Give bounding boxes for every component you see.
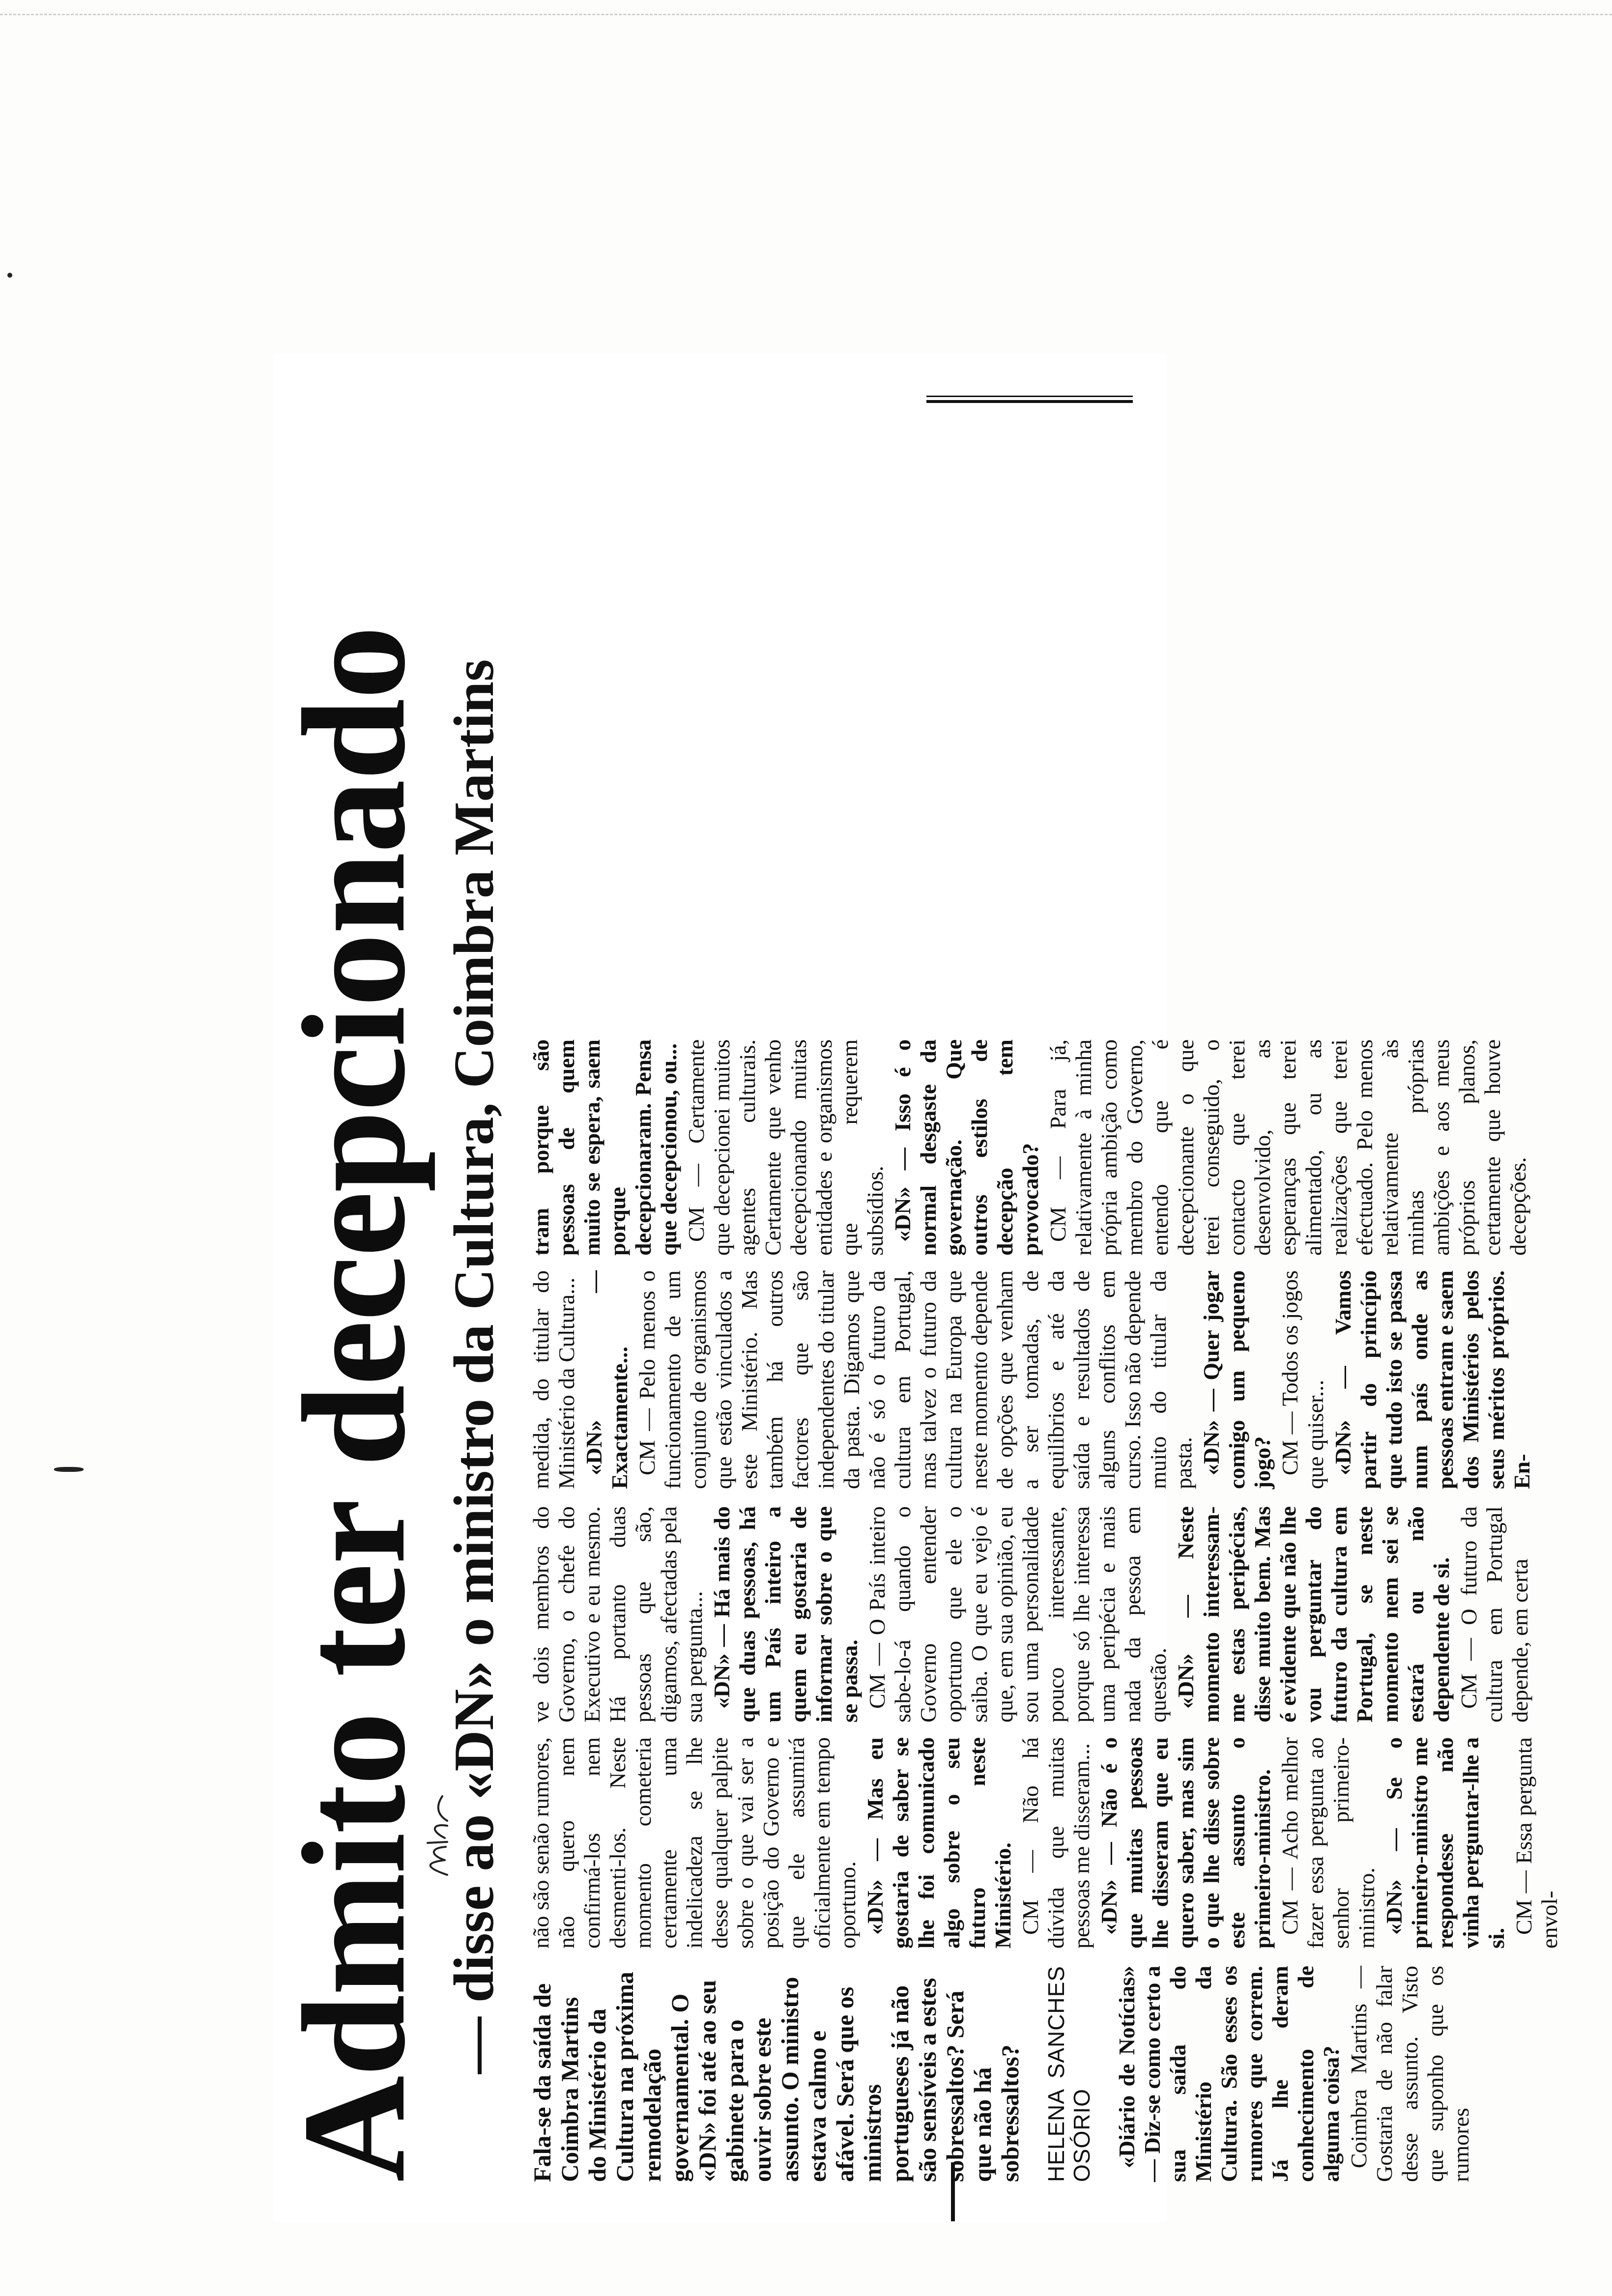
question-paragraph: «DN» — Vamos partir do princípio que tudo isto se passa num país onde as pessoas entram e saem dos Ministérios pelos seus méritos próprios. En- (1330, 1270, 1534, 1489)
article-column-2 (528, 1737, 1562, 1949)
article-lead: Fala-se da saída de Coimbra Martins do Ministério da Cultura na próxima remodelação governamental. O «DN» foi até ao seu gabinete para o ouvir sobre este assunto. O ministro estava calmo e afável. Será que os ministros portugueses já não são sensíveis a estes sobressaltos? Será que não há sobressaltos? (528, 1972, 1024, 2182)
question-paragraph: «DN» — Não é o que muitas pessoas lhe disseram que eu quero saber, mas sim o que lhe disse sobre este assunto o primeiro-ministro. (1096, 1737, 1275, 1949)
divider-rule (926, 396, 1133, 397)
article-column-3 (528, 1506, 1532, 1722)
article-column-1 (528, 1966, 1473, 2182)
divider-rule (926, 400, 1133, 403)
article-column-5 (528, 1039, 1530, 1256)
byline: HELENA SANCHES OSÓRIO (1043, 1966, 1094, 2182)
subtitle: — disse ao «DN» o ministro da Cultura, Coimbra Martins (443, 659, 506, 2074)
answer-paragraph: não são senão rumores, não quero nem confirmá-los nem desmenti-los. Neste momento cometeria certamente uma indelicadeza se lhe desse qualquer palpite sobre o que vai ser a posição do Governo e que ele assumirá oficialmente em tempo oportuno. (528, 1737, 860, 1949)
question-paragraph: «DN» — Exactamente... (581, 1270, 632, 1489)
question-paragraph: «DN» — Se o primeiro-ministro me respondesse não vinha perguntar-lhe a si. (1382, 1737, 1509, 1949)
answer-paragraph: CM — Para já, relativamente à minha própria ambição como membro do Governo, entendo que é decepcionante o que terei conseguido, o contacto que terei desenvolvido, as esperanças que terei alimentado, ou as realizações que terei efectuado. Pelo menos relativamente às minhas próprias ambições e aos meus próprios planos, certamente que houve decepções. (1045, 1039, 1530, 1256)
answer-paragraph: ve dois membros do Governo, o chefe do Executivo e eu mesmo. Há portanto duas pessoas que são, digamos, afectadas pela sua pergunta... (528, 1506, 707, 1722)
question-paragraph: «DN» — Neste momento interessam-me estas peripécias, disse muito bem. Mas é evidente que não lhe vou perguntar do futuro da cultura em Portugal, se neste momento nem sei se estará ou não dependente de si. (1173, 1506, 1454, 1722)
answer-paragraph: CM — Acho melhor fazer essa pergunta ao senhor primeiro-ministro. (1277, 1737, 1379, 1949)
answer-paragraph: medida, do titular do Ministério da Cultura... (528, 1270, 579, 1489)
scanner-edge-line (0, 14, 1612, 15)
question-paragraph: «DN» — Isso é o normal desgaste da governação. Que outros estilos de decepção tem provocado? (890, 1039, 1043, 1256)
scan-speck (7, 273, 12, 278)
question-paragraph: «Diário de Notícias» — Diz-se como certo a sua saída do Ministério da Cultura. São esses os rumores que correm. Já lhe deram conhecimento de alguma coisa? (1114, 1966, 1344, 2182)
question-paragraph: «DN» — Mas eu gostaria de saber se lhe foi comunicado algo sobre o seu futuro neste Ministério. (863, 1737, 1015, 1949)
answer-paragraph: CM — O futuro da cultura em Portugal depende, em certa (1456, 1506, 1532, 1722)
answer-paragraph: CM — Todos os jogos que quiser... (1277, 1270, 1328, 1489)
question-paragraph: tram porque são pessoas de quem muito se espera, saem porque decepcionaram. Pensa que decepcionou, ou... (528, 1039, 681, 1256)
article-column-4 (528, 1270, 1534, 1489)
answer-paragraph: CM — Essa pergunta envol- (1511, 1737, 1562, 1949)
answer-paragraph: Coimbra Martins — Gostaria de não falar desse assunto. Visto que suponho que os rumores (1346, 1966, 1473, 2182)
headline: Admito ter decepcionado (272, 627, 435, 2182)
question-paragraph: «DN» — Quer jogar comigo um pequeno jogo? (1199, 1270, 1275, 1489)
answer-paragraph: CM — Pelo menos o funcionamento de um conjunto de organismos que estão vinculados a este Ministério. Mas também há outros factores que são independentes do titular da pasta. Digamos que não é só o futuro da cultura em Portugal, mas talvez o futuro da cultura na Europa que neste momento depende de opções que venham a ser tomadas, de equilíbrios e até da saída e resultados de alguns conflitos em curso. Isso não depende muito do titular da pasta. (634, 1270, 1196, 1489)
scan-speck (54, 1467, 84, 1472)
newspaper-clipping (272, 354, 1562, 2221)
question-paragraph: «DN» — Há mais do que duas pessoas, há um País inteiro a quem eu gostaria de informar sobre o que se passa. (709, 1506, 862, 1722)
answer-paragraph: CM — O País inteiro sabe-lo-á quando o Governo entender oportuno que ele o saiba. O que eu vejo é que, em sua opinião, eu sou uma personalidade pouco interessante, porque só lhe interessa uma peripécia e mais nada da pessoa em questão. (864, 1506, 1171, 1722)
answer-paragraph: CM — Não há dúvida que muitas pessoas me disseram... (1018, 1737, 1094, 1949)
answer-paragraph: CM — Certamente que decepcionei muitos agentes culturais. Certamente que venho decepcionando muitas entidades e organismos que requerem subsídios. (684, 1039, 888, 1256)
